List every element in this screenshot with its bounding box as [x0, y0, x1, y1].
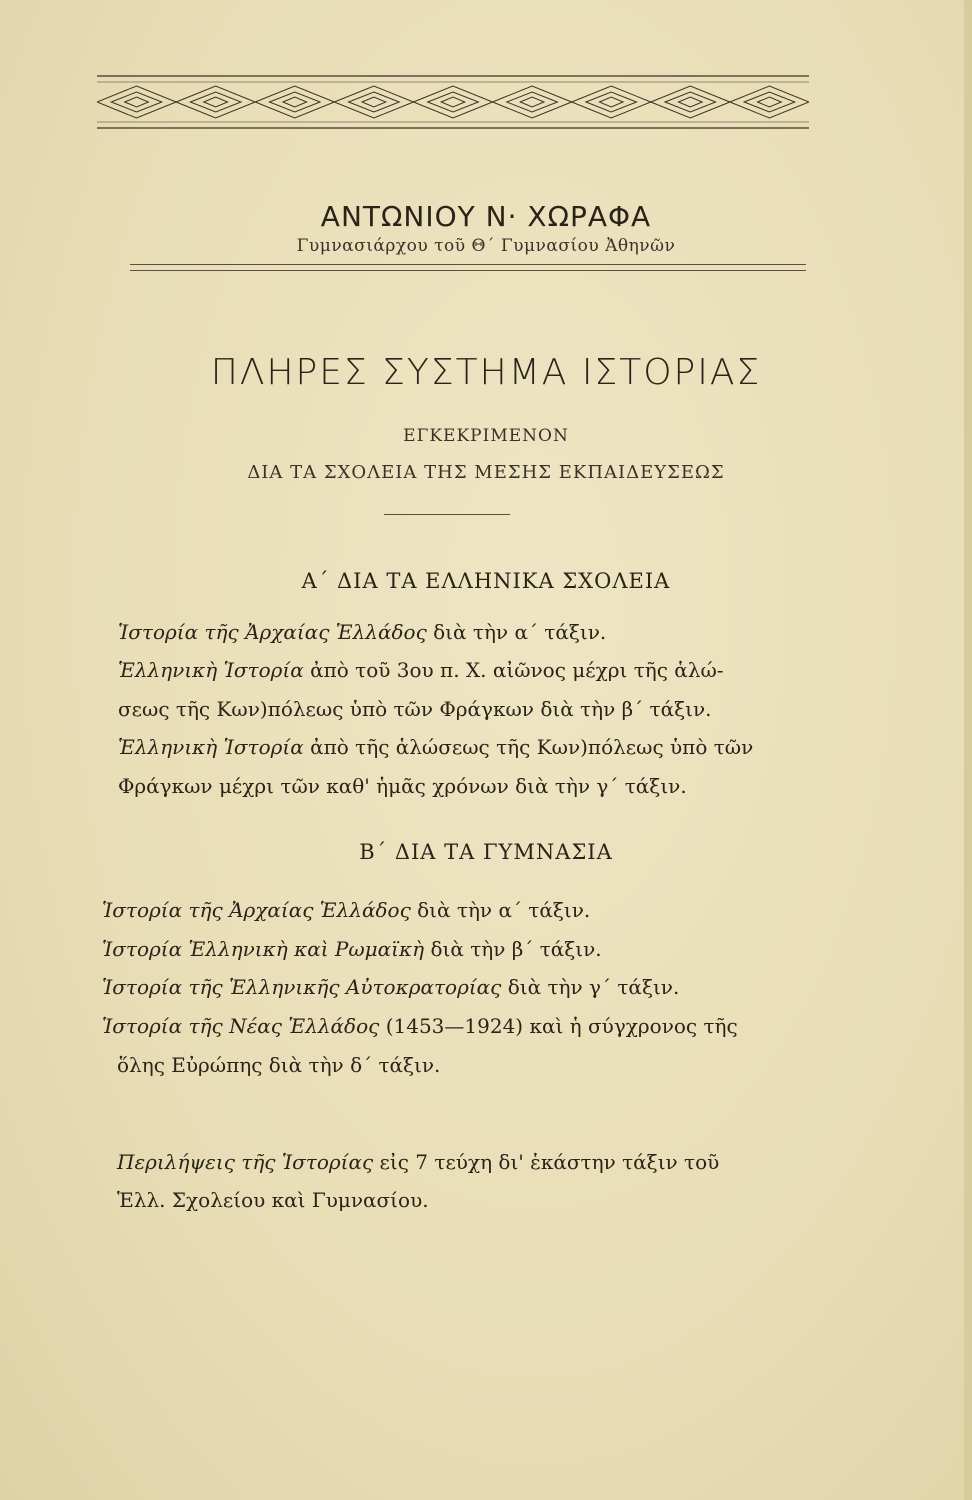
ornament-stroke [651, 102, 730, 118]
ornament-stroke [125, 97, 149, 107]
ornament-stroke [362, 97, 386, 107]
section-b-line-1-italic: Ἱστορία τῆς Ἀρχαίας Ἑλλάδος [102, 898, 411, 922]
ornament-stroke [255, 86, 334, 102]
ornament-stroke [349, 92, 400, 112]
short-rule-divider [384, 514, 510, 515]
ornament-stroke [730, 102, 809, 118]
section-a-line-4-italic: Ἑλληνικὴ Ἱστορία [118, 735, 304, 759]
approved-subtitle: ΕΓΚΕΚΡΙΜΕΝΟΝ [403, 426, 569, 446]
ornament-stroke [190, 92, 241, 112]
summaries-line-2: Ἑλλ. Σχολείου καὶ Γυμνασίου. [117, 1188, 429, 1212]
ornament-stroke [586, 92, 637, 112]
ornament-stroke [599, 97, 623, 107]
section-b-line-4-rest: (1453—1924) καὶ ἡ σύγχρονος τῆς [379, 1014, 738, 1038]
section-a-line-3: σεως τῆς Κων)πόλεως ὑπὸ τῶν Φράγκων διὰ τὴν β΄ τάξιν. [118, 697, 712, 721]
section-a-line-1 [118, 620, 606, 644]
section-a-line-1-italic: Ἱστορία τῆς Ἀρχαίας Ἑλλάδος [118, 620, 427, 644]
ornament-stroke [413, 102, 492, 118]
section-b-line-1-rest: διὰ τὴν α΄ τάξιν. [410, 898, 591, 922]
ornament-stroke [334, 102, 413, 118]
ornament-stroke [678, 97, 702, 107]
ornament-stroke [665, 92, 716, 112]
ornament-stroke [204, 97, 228, 107]
ornament-stroke [269, 92, 320, 112]
ornament-stroke [572, 102, 651, 118]
section-b-line-4-italic: Ἱστορία τῆς Νέας Ἑλλάδος [102, 1014, 380, 1038]
ornament-stroke [176, 86, 255, 102]
section-b-line-2-rest: διὰ τὴν β΄ τάξιν. [424, 937, 602, 961]
ornament-stroke [176, 102, 255, 118]
section-b-line-3-italic: Ἱστορία τῆς Ἑλληνικῆς Αὐτοκρατορίας [102, 975, 502, 999]
ornament-stroke [334, 86, 413, 102]
summaries-line-1 [117, 1150, 719, 1174]
ornament-stroke [97, 86, 176, 102]
section-b-line-3-rest: διὰ τὴν γ΄ τάξιν. [501, 975, 680, 999]
ornament-stroke [441, 97, 465, 107]
section-a-line-1-rest: διὰ τὴν α΄ τάξιν. [426, 620, 607, 644]
section-a-heading: Α΄ ΔΙΑ ΤΑ ΕΛΛΗΝΙΚΑ ΣΧΟΛΕΙΑ [301, 569, 671, 593]
schools-subtitle: ΔΙΑ ΤΑ ΣΧΟΛΕΙΑ ΤΗΣ ΜΕΣΗΣ ΕΚΠΑΙΔΕΥΣΕΩΣ [247, 462, 725, 483]
ornament-stroke [730, 86, 809, 102]
summaries-line-1-rest: εἰς 7 τεύχη δι' ἑκάστην τάξιν τοῦ [373, 1150, 720, 1174]
ornament-stroke [428, 92, 479, 112]
ornament-stroke [283, 97, 307, 107]
ornament-stroke [413, 86, 492, 102]
author-role: Γυμνασιάρχου τοῦ Θ΄ Γυμνασίου Ἀθηνῶν [296, 236, 676, 256]
section-b-heading: Β΄ ΔΙΑ ΤΑ ΓΥΜΝΑΣΙΑ [359, 840, 613, 864]
ornament-stroke [493, 102, 572, 118]
section-b-line-4 [102, 1014, 738, 1038]
author-name: ΑΝΤΩΝΙΟΥ Ν· ΧΩΡΑΦΑ [320, 200, 652, 233]
section-b-line-5: ὅλης Εὐρώπης διὰ τὴν δ΄ τάξιν. [117, 1053, 441, 1077]
section-b-line-2 [102, 937, 602, 961]
ornament-stroke [572, 86, 651, 102]
summaries-line-1-italic: Περιλήψεις τῆς Ἱστορίας [117, 1150, 374, 1174]
section-a-line-2-rest: ἀπὸ τοῦ 3ου π. Χ. αἰῶνος μέχρι τῆς ἁλώ- [303, 658, 724, 682]
section-a-line-2-italic: Ἑλληνικὴ Ἱστορία [118, 658, 304, 682]
double-rule-divider [130, 264, 806, 271]
section-b-line-3 [102, 975, 679, 999]
section-a-line-2 [118, 658, 724, 682]
section-a-line-4-rest: ἀπὸ τῆς ἁλώσεως τῆς Κων)πόλεως ὑπὸ τῶν [303, 735, 754, 759]
ornament-stroke [111, 92, 162, 112]
section-b-line-1 [102, 898, 590, 922]
section-a-line-5: Φράγκων μέχρι τῶν καθ' ἡμᾶς χρόνων διὰ τὴν γ΄ τάξιν. [118, 774, 687, 798]
ornament-stroke [493, 86, 572, 102]
ornament-stroke [255, 102, 334, 118]
ornament-stroke [507, 92, 558, 112]
decorative-ornament-band [97, 72, 809, 132]
section-a-line-4 [118, 735, 753, 759]
ornament-stroke [520, 97, 544, 107]
ornament-stroke [651, 86, 730, 102]
ornament-stroke [758, 97, 782, 107]
ornament-stroke [744, 92, 795, 112]
section-b-line-2-italic: Ἱστορία Ἑλληνικὴ καὶ Ρωμαϊκὴ [102, 937, 425, 961]
ornament-stroke [97, 102, 176, 118]
main-title: ΠΛΗΡΕΣ ΣΥΣΤΗΜΑ ΙΣΤΟΡΙΑΣ [210, 352, 762, 393]
